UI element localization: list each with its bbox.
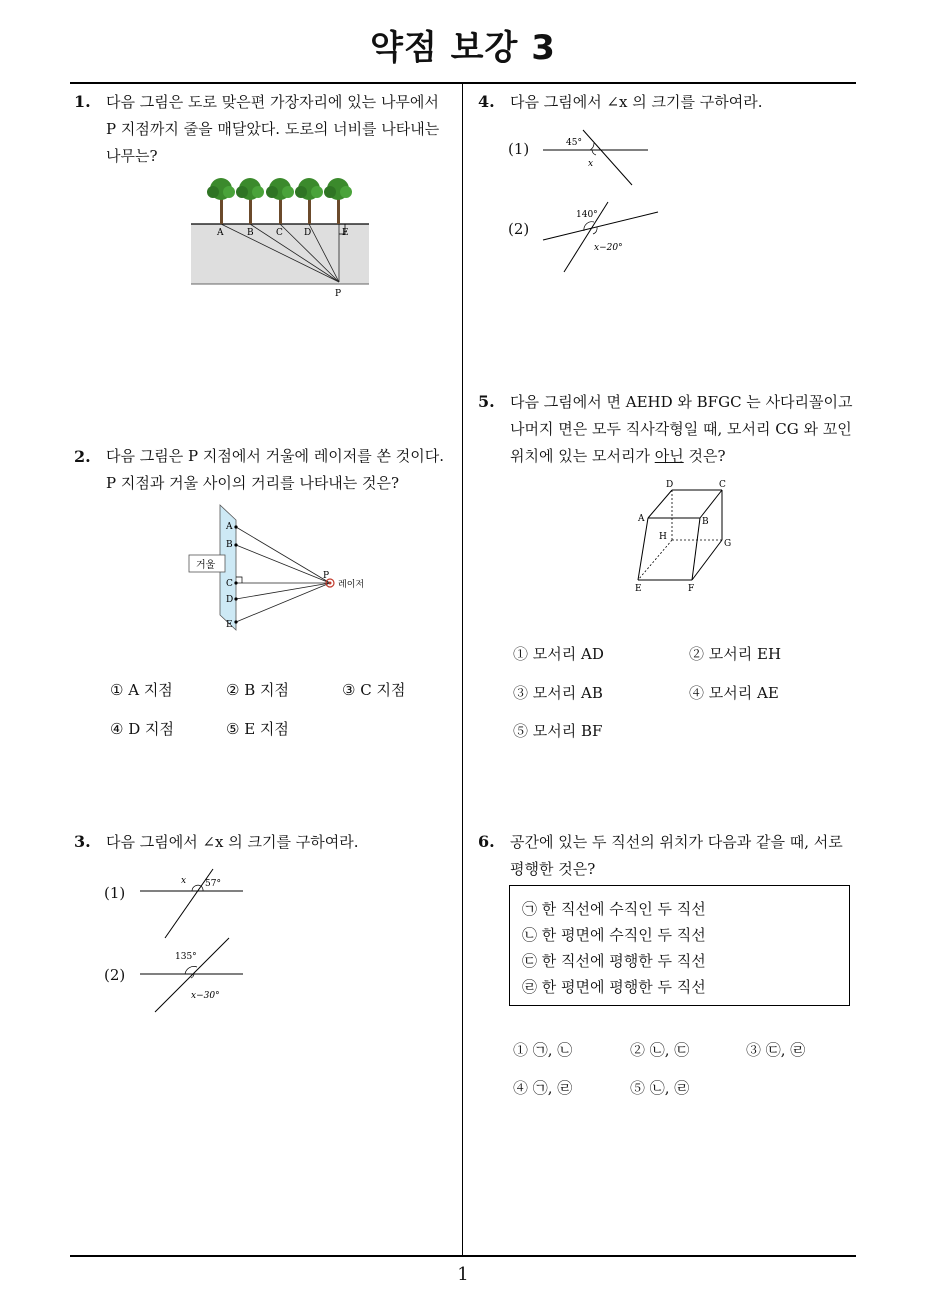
tree-icon (324, 178, 352, 224)
point-label: P (323, 571, 330, 581)
angle-label: 140° (576, 210, 598, 220)
bottom-rule (70, 1255, 856, 1257)
q2-text (106, 443, 462, 497)
q2-figure (186, 500, 386, 635)
q2-line: P 지점과 거울 사이의 거리를 나타내는 것은? (106, 474, 400, 492)
q4-number: 4. (478, 92, 495, 111)
q1-number: 1. (74, 92, 91, 111)
q2-choice[interactable]: ③ C 지점 (342, 681, 406, 699)
angle-label: x (588, 159, 594, 169)
angle-label: x (181, 876, 187, 886)
page-title: 약점 보강 3 (370, 28, 556, 68)
laser-label: 레이저 (338, 580, 365, 590)
point-label: A (217, 228, 224, 238)
q6-choice[interactable]: ① ㉠, ㉡ (513, 1041, 573, 1059)
q3-text: 다음 그림에서 ∠x 의 크기를 구하여라. (106, 833, 359, 851)
q6-line: 공간에 있는 두 직선의 위치가 다음과 같을 때, 서로 (510, 833, 843, 851)
point-label: E (226, 620, 233, 630)
point-label: C (226, 579, 233, 589)
q5-line-part: 것은? (683, 447, 726, 465)
q6-choice[interactable]: ③ ㉢, ㉣ (746, 1041, 806, 1059)
q4-sub-label: (1) (508, 140, 530, 158)
q5-choice[interactable]: ① 모서리 AD (513, 645, 604, 663)
q6-condition: ㉣ 한 평면에 평행한 두 직선 (522, 978, 706, 996)
q6-text (510, 829, 860, 883)
q5-figure (626, 476, 746, 596)
q4-sub-label: (2) (508, 220, 530, 238)
q6-condition: ㉡ 한 평면에 수직인 두 직선 (522, 926, 706, 944)
q1-line: 나무는? (106, 147, 158, 165)
q5-line (510, 443, 860, 470)
q1-text (106, 89, 462, 170)
angle-label: 135° (175, 952, 197, 962)
point-label: C (719, 480, 726, 490)
angle-label: x−30° (191, 991, 220, 1001)
point-label: F (688, 584, 695, 594)
q4-figure (538, 126, 668, 276)
q6-choice[interactable]: ④ ㉠, ㉣ (513, 1079, 573, 1097)
q5-number: 5. (478, 392, 495, 411)
point-label: B (702, 517, 709, 527)
point-label: C (276, 228, 283, 238)
tree-icon (236, 178, 264, 224)
column-divider (462, 83, 463, 1256)
q6-condition: ㉠ 한 직선에 수직인 두 직선 (522, 900, 706, 918)
q5-text (510, 389, 860, 470)
q4-text: 다음 그림에서 ∠x 의 크기를 구하여라. (510, 93, 763, 111)
q5-choice[interactable]: ② 모서리 EH (689, 645, 782, 663)
q2-number: 2. (74, 447, 91, 466)
point-label: D (304, 228, 312, 238)
point-label: B (226, 540, 233, 550)
q5-line-part: 위치에 있는 모서리가 (510, 447, 655, 465)
point-label: D (226, 595, 234, 605)
q1-figure (186, 172, 376, 302)
q5-choice[interactable]: ④ 모서리 AE (689, 684, 779, 702)
q3-sub-label: (2) (104, 966, 126, 984)
q6-number: 6. (478, 832, 495, 851)
q6-choice[interactable]: ② ㉡, ㉢ (630, 1041, 690, 1059)
q3-number: 3. (74, 832, 91, 851)
point-label: B (247, 228, 254, 238)
q5-line: 나머지 면은 모두 직사각형일 때, 모서리 CG 와 꼬인 (510, 420, 852, 438)
point-label: P (335, 289, 342, 299)
point-label: H (659, 532, 667, 542)
q6-choice[interactable]: ⑤ ㉡, ㉣ (630, 1079, 690, 1097)
q3-figure (135, 866, 255, 1018)
q2-choice[interactable]: ② B 지점 (226, 681, 289, 699)
angle-label: 45° (566, 138, 582, 148)
angle-label: x−20° (594, 243, 623, 253)
mirror-label: 거울 (196, 560, 216, 571)
top-rule (70, 82, 856, 84)
q6-condition: ㉢ 한 직선에 평행한 두 직선 (522, 952, 706, 970)
q6-condition-box (509, 885, 850, 1006)
q1-line: 다음 그림은 도로 맞은편 가장자리에 있는 나무에서 (106, 93, 439, 111)
q3-sub-label: (1) (104, 884, 126, 902)
point-label: D (666, 480, 674, 490)
q2-choice[interactable]: ④ D 지점 (110, 720, 174, 738)
q1-line: P 지점까지 줄을 매달았다. 도로의 너비를 나타내는 (106, 120, 440, 138)
angle-label: 57° (205, 879, 221, 889)
tree-icon (266, 178, 294, 224)
q5-underlined-word: 아닌 (654, 447, 684, 465)
page-number: 1 (457, 1264, 469, 1285)
point-label: A (638, 514, 645, 524)
q5-choice[interactable]: ⑤ 모서리 BF (513, 722, 603, 740)
q5-line: 다음 그림에서 면 AEHD 와 BFGC 는 사다리꼴이고 (510, 393, 853, 411)
q2-choice[interactable]: ① A 지점 (110, 681, 173, 699)
point-label: E (635, 584, 642, 594)
tree-icon (295, 178, 323, 224)
tree-icon (207, 178, 235, 224)
point-label: G (724, 539, 732, 549)
q2-choice[interactable]: ⑤ E 지점 (226, 720, 289, 738)
q2-line: 다음 그림은 P 지점에서 거울에 레이저를 쏜 것이다. (106, 447, 445, 465)
point-label: E (342, 228, 349, 238)
point-label: A (226, 522, 233, 532)
q6-line: 평행한 것은? (510, 860, 596, 878)
q5-choice[interactable]: ③ 모서리 AB (513, 684, 603, 702)
